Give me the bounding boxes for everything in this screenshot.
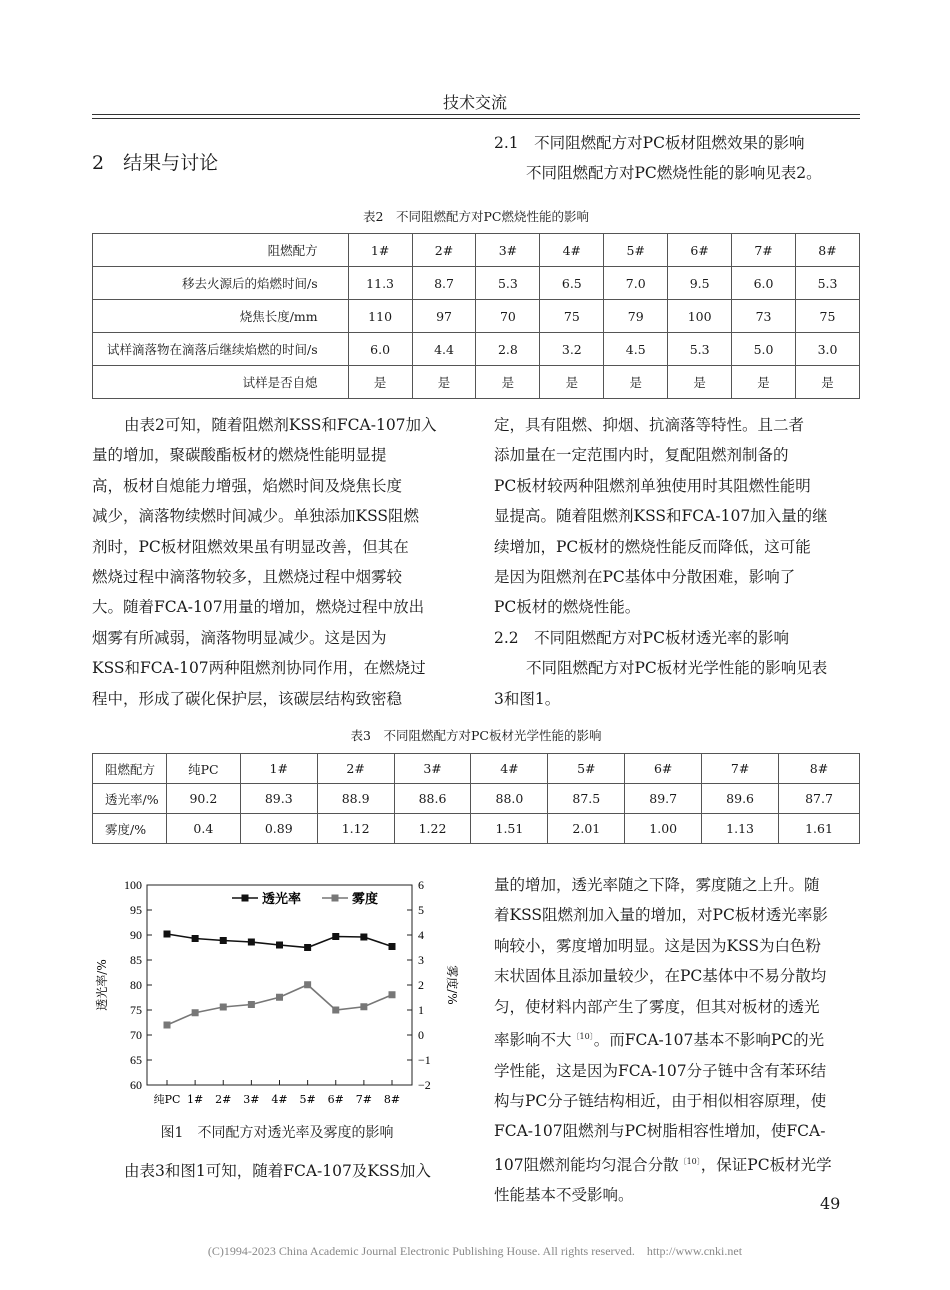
data-point: [389, 991, 396, 998]
table-cell: 11.3: [348, 267, 412, 300]
left-axis-tick-label: 85: [130, 953, 142, 967]
table-header-cell: 8#: [779, 754, 860, 784]
left-axis-tick-label: 90: [130, 928, 142, 942]
table2-caption: 表2 不同阻燃配方对PC燃烧性能的影响: [363, 209, 589, 224]
table-cell: 是: [476, 366, 540, 399]
table-row: [93, 814, 860, 844]
right-axis-tick-label: 3: [418, 953, 424, 967]
text-line: 末状固体且添加量较少，在PC基体中不易分散均: [494, 967, 827, 986]
text-line: 续增加，PC板材的燃烧性能反而降低，这可能: [494, 537, 811, 556]
text-line: 由表3和图1可知，随着FCA-107及KSS加入: [124, 1162, 431, 1180]
right-axis-tick-label: 1: [418, 1003, 424, 1017]
data-point: [389, 943, 396, 950]
x-axis-tick-label: 4#: [271, 1093, 288, 1106]
text-line: 学性能，这是因为FCA-107分子链中含有苯环结: [494, 1061, 827, 1080]
legend-marker: [242, 895, 249, 902]
table-header-cell: 2#: [412, 234, 476, 267]
table-cell: 是: [412, 366, 476, 399]
plot-frame: [147, 885, 412, 1085]
table-header-cell: 2#: [317, 754, 394, 784]
right-axis-tick-label: 5: [418, 903, 424, 917]
table-cell: 88.9: [317, 784, 394, 814]
table-cell: 5.3: [668, 333, 732, 366]
table-cell: 88.0: [471, 784, 548, 814]
right-paragraph-1: [494, 410, 864, 714]
right-paragraph-2: [494, 870, 864, 1211]
data-point: [304, 981, 311, 988]
table-header-cell: 3#: [394, 754, 471, 784]
left-axis-tick-label: 80: [130, 978, 142, 992]
text-line: FCA-107阻燃剂与PC树脂相容性增加，使FCA-: [494, 1122, 826, 1141]
left-axis-tick-label: 75: [130, 1003, 142, 1017]
table-cell: 110: [348, 300, 412, 333]
x-axis-tick-label: 8#: [383, 1093, 401, 1106]
copyright-footer: (C)1994-2023 China Academic Journal Electronic Publishing House. All rights reserved. http://www.cnki.net: [207, 1244, 743, 1258]
data-point: [192, 1009, 199, 1016]
text-line: 着KSS阻燃剂加入量的增加，对PC板材透光率影: [494, 906, 828, 925]
table-cell: 89.6: [702, 784, 779, 814]
left-axis-tick-label: 95: [130, 903, 142, 917]
citation-ref[interactable]: 〔10〕: [678, 1156, 701, 1166]
paragraph-2-1: 不同阻燃配方对PC燃烧性能的影响见表2。: [526, 164, 822, 182]
table-cell: 2.01: [548, 814, 625, 844]
text-line: 构与PC分子链结构相近，由于相似相容原理，使: [494, 1092, 827, 1110]
table-cell: 是: [668, 366, 732, 399]
table-cell: 90.2: [166, 784, 240, 814]
table-header-row: [93, 234, 860, 267]
data-point: [276, 942, 283, 949]
table-cell: 75: [540, 300, 604, 333]
text-line: 添加量在一定范围内时，复配阻燃剂制备的: [494, 446, 789, 465]
table-cell: 0.89: [240, 814, 317, 844]
text-line: 定，具有阻燃、抑烟、抗滴落等特性。且二者: [494, 416, 805, 434]
text-line: 减少，滴落物续燃时间减少。单独添加KSS阻燃: [92, 507, 420, 526]
table-header-cell: 8#: [796, 234, 860, 267]
data-point: [360, 934, 367, 941]
data-point: [332, 933, 339, 940]
table-header-cell: 5#: [548, 754, 625, 784]
subsection-title-2-2: 2.2 不同阻燃配方对PC板材透光率的影响: [494, 628, 789, 647]
data-point: [164, 931, 171, 938]
table-cell: 1.00: [625, 814, 702, 844]
table-cell: 4.4: [412, 333, 476, 366]
table-cell: 89.3: [240, 784, 317, 814]
text-line: 高，板材自熄能力增强，焰燃时间及烧焦长度: [92, 476, 403, 495]
table-row: [93, 300, 860, 333]
table-cell: 5.3: [796, 267, 860, 300]
table-row: [93, 267, 860, 300]
text-line: PC板材较两种阻燃剂单独使用时其阻燃性能明: [494, 476, 811, 495]
table-cell: 5.3: [476, 267, 540, 300]
text-line: 不同阻燃配方对PC板材光学性能的影响见表: [526, 659, 828, 678]
data-point: [220, 937, 227, 944]
right-axis-tick-label: −2: [418, 1078, 431, 1092]
x-axis-tick-label: 5#: [299, 1093, 316, 1106]
running-header: 技术交流: [442, 93, 507, 112]
table-cell: 是: [732, 366, 796, 399]
text-line: 量的增加，聚碳酸酯板材的燃烧性能明显提: [92, 446, 387, 465]
table-cell: 97: [412, 300, 476, 333]
legend-marker: [332, 895, 339, 902]
text-line: 由表2可知，随着阻燃剂KSS和FCA-107加入: [124, 416, 437, 434]
text-line: [494, 1147, 864, 1181]
right-axis-label: 雾度/%: [445, 965, 459, 1005]
table-cell: 75: [796, 300, 860, 333]
figure1-caption: 图1 不同配方对透光率及雾度的影响: [160, 1125, 394, 1141]
table-cell: 87.5: [548, 784, 625, 814]
header-rule-thin: [92, 118, 860, 119]
x-axis-tick-label: 1#: [187, 1093, 204, 1106]
table-cell: 9.5: [668, 267, 732, 300]
table-header-cell: 阻燃配方: [93, 234, 349, 267]
data-point: [164, 1022, 171, 1029]
table-cell: 70: [476, 300, 540, 333]
table-cell: 1.22: [394, 814, 471, 844]
x-axis-tick-label: 3#: [243, 1093, 260, 1106]
table-row: [93, 784, 860, 814]
table-cell: 1.51: [471, 814, 548, 844]
text-line: 量的增加，透光率随之下降，雾度随之上升。随: [494, 876, 820, 894]
right-axis-tick-label: 0: [418, 1028, 424, 1042]
table-cell: 是: [604, 366, 668, 399]
left-axis-tick-label: 65: [130, 1053, 142, 1067]
table-cell: 是: [796, 366, 860, 399]
table-cell: 1.13: [702, 814, 779, 844]
citation-ref[interactable]: 〔10〕: [571, 1032, 594, 1042]
row-label: 透光率/%: [93, 784, 167, 814]
table-header-cell: 6#: [668, 234, 732, 267]
data-point: [332, 1007, 339, 1014]
left-paragraph-2: [92, 1156, 462, 1186]
table-cell: 是: [540, 366, 604, 399]
table-header-row: [93, 754, 860, 784]
data-point: [248, 1001, 255, 1008]
table-cell: 1.61: [779, 814, 860, 844]
table-header-cell: 6#: [625, 754, 702, 784]
table-row: [93, 366, 860, 399]
table-header-cell: 阻燃配方: [93, 754, 167, 784]
text-line: 3和图1。: [494, 689, 561, 708]
table3: [92, 753, 860, 844]
table-cell: 0.4: [166, 814, 240, 844]
left-axis-tick-label: 60: [130, 1078, 142, 1092]
table-cell: 79: [604, 300, 668, 333]
table3-caption: 表3 不同阻燃配方对PC板材光学性能的影响: [350, 728, 602, 743]
table-cell: 3.2: [540, 333, 604, 366]
table-cell: 6.5: [540, 267, 604, 300]
table-cell: 89.7: [625, 784, 702, 814]
series-line-haze: [167, 985, 392, 1025]
table-row: [93, 333, 860, 366]
right-axis-tick-label: 4: [418, 928, 424, 942]
table-cell: 4.5: [604, 333, 668, 366]
table-header-cell: 4#: [540, 234, 604, 267]
text-line: 程中，形成了碳化保护层，该碳层结构致密稳: [92, 689, 403, 708]
legend-label: 雾度: [352, 892, 379, 907]
text-line: PC板材的燃烧性能。: [494, 598, 641, 617]
table-cell: 2.8: [476, 333, 540, 366]
subsection-title-2-1: 2.1 不同阻燃配方对PC板材阻燃效果的影响: [494, 134, 805, 152]
table-header-cell: 5#: [604, 234, 668, 267]
data-point: [192, 935, 199, 942]
table-cell: 6.0: [732, 267, 796, 300]
table-header-cell: 4#: [471, 754, 548, 784]
text-span: 。而FCA-107基本不影响PC的光: [593, 1031, 825, 1050]
table-header-cell: 纯PC: [166, 754, 240, 784]
text-line: 烟雾有所减弱，滴落物明显减少。这是因为: [92, 628, 387, 647]
table-header-cell: 1#: [240, 754, 317, 784]
left-axis-label: 透光率/%: [95, 959, 109, 1011]
row-label: 雾度/%: [93, 814, 167, 844]
table-cell: 8.7: [412, 267, 476, 300]
x-axis-tick-label: 2#: [215, 1093, 232, 1106]
row-label: 试样滴落物在滴落后继续焰燃的时间/s: [93, 333, 349, 366]
x-axis-tick-label: 纯PC: [153, 1093, 181, 1106]
text-line: 响较小，雾度增加明显。这是因为KSS为白色粉: [494, 936, 822, 955]
table-header-cell: 7#: [732, 234, 796, 267]
table-cell: 6.0: [348, 333, 412, 366]
x-axis-tick-label: 6#: [327, 1093, 344, 1106]
header-rule: [92, 114, 860, 115]
left-axis-tick-label: 70: [130, 1028, 142, 1042]
table-cell: 7.0: [604, 267, 668, 300]
table-cell: 88.6: [394, 784, 471, 814]
x-axis-tick-label: 7#: [355, 1093, 372, 1106]
page-number: 49: [820, 1194, 841, 1213]
data-point: [276, 994, 283, 1001]
text-line: 燃烧过程中滴落物较多，且燃烧过程中烟雾较: [92, 568, 403, 587]
text-span: ，保证PC板材光学: [700, 1155, 832, 1174]
left-axis-tick-label: 100: [124, 878, 142, 892]
table-cell: 100: [668, 300, 732, 333]
right-axis-tick-label: −1: [418, 1053, 431, 1067]
data-point: [220, 1004, 227, 1011]
text-line: KSS和FCA-107两种阻燃剂协同作用，在燃烧过: [92, 659, 426, 678]
table-cell: 73: [732, 300, 796, 333]
legend-label: 透光率: [262, 892, 302, 907]
figure1-chart: [92, 870, 462, 1120]
text-line: 剂时，PC板材阻燃效果虽有明显改善，但其在: [92, 537, 409, 556]
row-label: 移去火源后的焰燃时间/s: [93, 267, 349, 300]
table-cell: 1.12: [317, 814, 394, 844]
text-span: 107阻燃剂能均匀混合分散: [494, 1155, 679, 1174]
text-line: 性能基本不受影响。: [494, 1186, 634, 1205]
left-paragraph-1: [92, 410, 462, 714]
table-cell: 3.0: [796, 333, 860, 366]
data-point: [304, 944, 311, 951]
text-line: 显提高。随着阻燃剂KSS和FCA-107加入量的继: [494, 507, 828, 526]
row-label: 试样是否自熄: [93, 366, 349, 399]
data-point: [248, 939, 255, 946]
text-line: 匀，使材料内部产生了雾度，但其对板材的透光: [494, 997, 820, 1016]
table2: [92, 233, 860, 399]
right-axis-tick-label: 6: [418, 878, 424, 892]
table-cell: 87.7: [779, 784, 860, 814]
text-line: 大。随着FCA-107用量的增加，燃烧过程中放出: [92, 598, 425, 617]
section-title: 2 结果与讨论: [92, 152, 219, 174]
table-header-cell: 7#: [702, 754, 779, 784]
table-cell: 是: [348, 366, 412, 399]
row-label: 烧焦长度/mm: [93, 300, 349, 333]
table-header-cell: 1#: [348, 234, 412, 267]
right-axis-tick-label: 2: [418, 978, 424, 992]
text-span: 率影响不大: [494, 1031, 572, 1050]
text-line: 是因为阻燃剂在PC基体中分散困难，影响了: [494, 568, 796, 587]
table-header-cell: 3#: [476, 234, 540, 267]
table-cell: 5.0: [732, 333, 796, 366]
text-line: [494, 1022, 864, 1056]
data-point: [360, 1003, 367, 1010]
